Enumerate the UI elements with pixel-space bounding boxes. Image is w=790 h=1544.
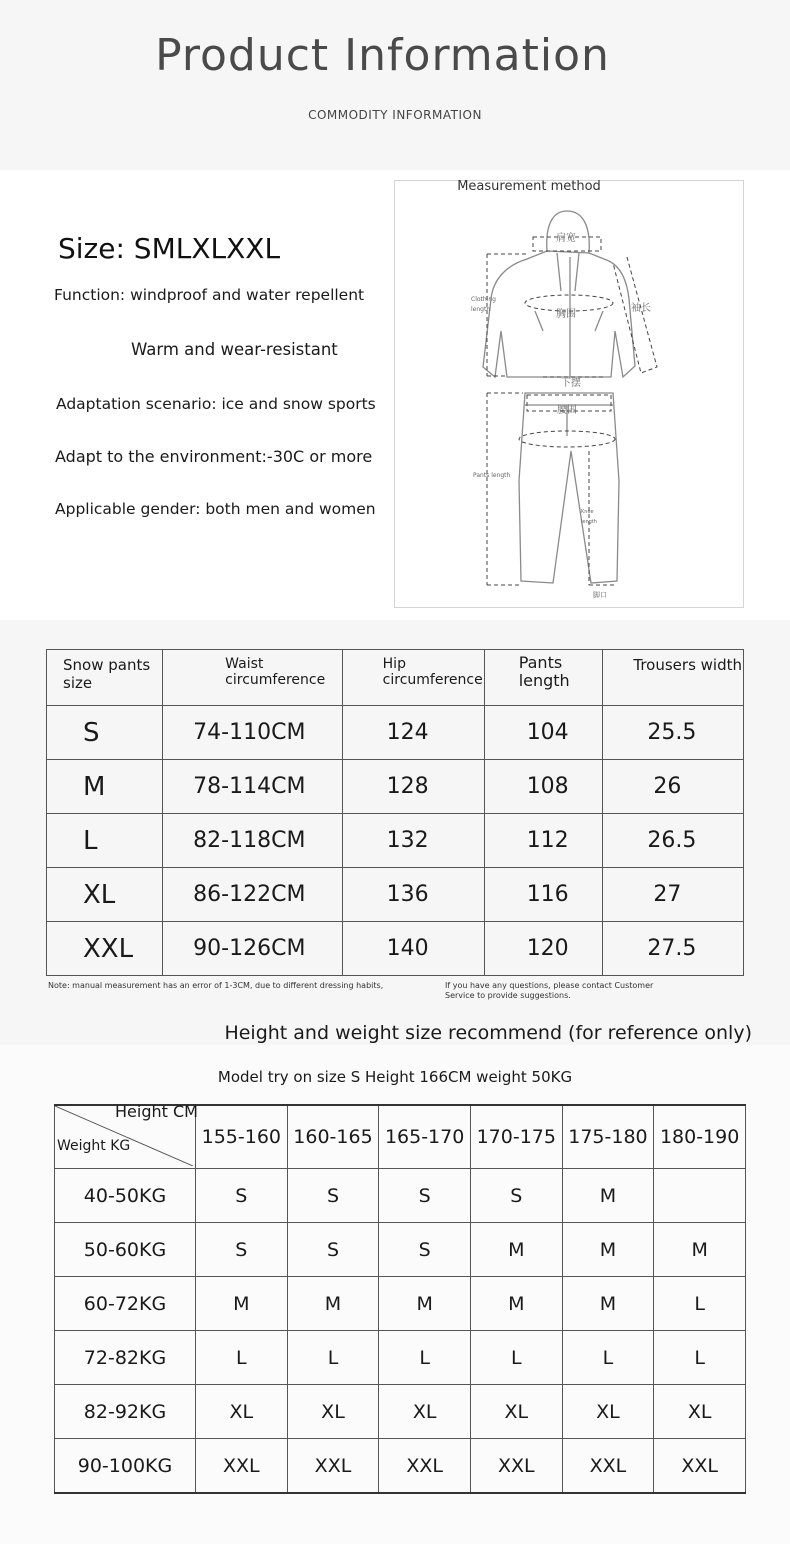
height-header: 155-160 bbox=[196, 1105, 288, 1169]
size-cell: L bbox=[562, 1331, 654, 1385]
recommend-title: Height and weight size recommend (for reference only) bbox=[224, 1022, 752, 1044]
length-cell: 112 bbox=[484, 814, 603, 868]
weight-cell: 50-60KG bbox=[55, 1223, 196, 1277]
garment-illustration bbox=[395, 181, 743, 607]
size-cell: M bbox=[562, 1223, 654, 1277]
page-title: Product Information bbox=[155, 30, 610, 81]
weight-cell: 60-72KG bbox=[55, 1277, 196, 1331]
cuff-label: 脚口 bbox=[593, 591, 607, 599]
measurement-title: Measurement method bbox=[457, 179, 601, 194]
size-cell: L bbox=[47, 814, 163, 868]
clothing-length-label-2: length bbox=[471, 306, 491, 313]
table-row bbox=[47, 868, 744, 922]
size-recommend-table bbox=[54, 1104, 746, 1494]
size-cell: XXL bbox=[470, 1439, 562, 1494]
size-cell: M bbox=[470, 1277, 562, 1331]
sleeve-label: 袖长 bbox=[631, 303, 651, 314]
size-cell: L bbox=[379, 1331, 471, 1385]
hip-cell: 140 bbox=[342, 922, 484, 976]
model-height-weight: Height 166CM weight 50KG bbox=[365, 1068, 573, 1086]
corner-cell bbox=[55, 1102, 198, 1169]
header-trousers-width: Trousers width bbox=[603, 650, 744, 706]
size-cell: S bbox=[287, 1223, 379, 1277]
height-header: 170-175 bbox=[470, 1105, 562, 1169]
size-cell: XXL bbox=[287, 1439, 379, 1494]
size-cell: S bbox=[287, 1169, 379, 1223]
waist-label: 腰围 bbox=[557, 405, 577, 416]
weight-cell: 72-82KG bbox=[55, 1331, 196, 1385]
length-cell: 104 bbox=[484, 706, 603, 760]
waist-cell: 90-126CM bbox=[163, 922, 342, 976]
size-cell: XL bbox=[379, 1385, 471, 1439]
header-size: Snow pants size bbox=[47, 650, 163, 706]
size-cell: S bbox=[196, 1169, 288, 1223]
chest-label: 胸围 bbox=[556, 309, 576, 320]
table-header-row bbox=[47, 650, 744, 706]
height-header-row bbox=[55, 1105, 746, 1169]
size-cell: XL bbox=[562, 1385, 654, 1439]
size-cell: M bbox=[470, 1223, 562, 1277]
weight-cell: 40-50KG bbox=[55, 1169, 196, 1223]
size-cell: XL bbox=[47, 868, 163, 922]
page-subtitle: COMMODITY INFORMATION bbox=[308, 108, 482, 122]
length-cell: 120 bbox=[484, 922, 603, 976]
size-cell: M bbox=[287, 1277, 379, 1331]
height-header: 160-165 bbox=[287, 1105, 379, 1169]
size-cell bbox=[654, 1169, 746, 1223]
length-cell: 108 bbox=[484, 760, 603, 814]
pants-length-label: Pants length bbox=[473, 472, 511, 479]
knee-label-2: length bbox=[581, 519, 597, 525]
waist-cell: 82-118CM bbox=[163, 814, 342, 868]
corner-weight-label: Weight KG bbox=[57, 1138, 131, 1154]
height-header: 175-180 bbox=[562, 1105, 654, 1169]
table-row bbox=[55, 1439, 746, 1494]
knee-label-1: Knee bbox=[581, 509, 594, 515]
pants-shape bbox=[519, 393, 619, 583]
size-cell: S bbox=[470, 1169, 562, 1223]
size-cell: S bbox=[196, 1223, 288, 1277]
gender-spec: Applicable gender: both men and women bbox=[55, 500, 376, 518]
measurement-diagram bbox=[394, 180, 744, 608]
contact-note: If you have any questions, please contact Customer Service to provide suggestions. bbox=[445, 981, 654, 1000]
table-row bbox=[55, 1331, 746, 1385]
size-cell: M bbox=[47, 760, 163, 814]
height-header: 165-170 bbox=[379, 1105, 471, 1169]
header-hip: Hip circumference bbox=[342, 650, 484, 706]
size-cell: L bbox=[470, 1331, 562, 1385]
size-cell: M bbox=[562, 1169, 654, 1223]
size-cell: M bbox=[196, 1277, 288, 1331]
size-cell: XL bbox=[470, 1385, 562, 1439]
height-header: 180-190 bbox=[654, 1105, 746, 1169]
size-cell: S bbox=[379, 1223, 471, 1277]
clothing-length-label-1: Clothing bbox=[471, 296, 496, 303]
model-try-size: Model try on size S bbox=[217, 1068, 361, 1086]
pants-size-table bbox=[46, 649, 744, 976]
size-cell: S bbox=[47, 706, 163, 760]
waist-cell: 74-110CM bbox=[163, 706, 342, 760]
warm-spec: Warm and wear-resistant bbox=[131, 340, 338, 359]
size-spec: Size: SMLXLXXL bbox=[58, 232, 281, 265]
table-row bbox=[47, 706, 744, 760]
size-cell: M bbox=[562, 1277, 654, 1331]
waist-cell: 78-114CM bbox=[163, 760, 342, 814]
corner-height-label: Height CM bbox=[115, 1102, 198, 1121]
width-cell: 27.5 bbox=[603, 922, 744, 976]
scenario-spec: Adaptation scenario: ice and snow sports bbox=[56, 395, 376, 413]
table-row bbox=[47, 922, 744, 976]
hip-cell: 136 bbox=[342, 868, 484, 922]
size-cell: M bbox=[654, 1223, 746, 1277]
width-cell: 25.5 bbox=[603, 706, 744, 760]
width-cell: 26 bbox=[603, 760, 744, 814]
width-cell: 26.5 bbox=[603, 814, 744, 868]
waist-cell: 86-122CM bbox=[163, 868, 342, 922]
size-cell: XXL bbox=[562, 1439, 654, 1494]
table-row bbox=[55, 1169, 746, 1223]
size-cell: XL bbox=[654, 1385, 746, 1439]
hip-cell: 124 bbox=[342, 706, 484, 760]
measurement-note: Note: manual measurement has an error of 1-3CM, due to different dressing habits, bbox=[48, 981, 384, 990]
size-cell: M bbox=[379, 1277, 471, 1331]
table-row bbox=[55, 1277, 746, 1331]
table-row bbox=[47, 814, 744, 868]
weight-cell: 82-92KG bbox=[55, 1385, 196, 1439]
width-cell: 27 bbox=[603, 868, 744, 922]
header-pants-length: Pants length bbox=[484, 650, 603, 706]
table-row bbox=[47, 760, 744, 814]
table-row bbox=[55, 1223, 746, 1277]
model-info-line bbox=[0, 1068, 790, 1086]
table-row bbox=[55, 1385, 746, 1439]
size-cell: XXL bbox=[196, 1439, 288, 1494]
size-cell: L bbox=[654, 1331, 746, 1385]
size-cell: XXL bbox=[654, 1439, 746, 1494]
hem-label: 下摆 bbox=[561, 378, 581, 389]
size-cell: L bbox=[196, 1331, 288, 1385]
header-waist: Waist circumference bbox=[163, 650, 342, 706]
environment-spec: Adapt to the environment:-30C or more bbox=[55, 447, 373, 466]
hood-shape bbox=[547, 211, 590, 253]
size-cell: XL bbox=[196, 1385, 288, 1439]
hip-cell: 128 bbox=[342, 760, 484, 814]
weight-cell: 90-100KG bbox=[55, 1439, 196, 1494]
size-cell: XXL bbox=[47, 922, 163, 976]
size-cell: L bbox=[287, 1331, 379, 1385]
length-cell: 116 bbox=[484, 868, 603, 922]
size-cell: XXL bbox=[379, 1439, 471, 1494]
hip-cell: 132 bbox=[342, 814, 484, 868]
function-spec: Function: windproof and water repellent bbox=[54, 286, 365, 304]
size-cell: XL bbox=[287, 1385, 379, 1439]
size-cell: L bbox=[654, 1277, 746, 1331]
shoulder-label: 肩宽 bbox=[556, 233, 576, 244]
size-cell: S bbox=[379, 1169, 471, 1223]
